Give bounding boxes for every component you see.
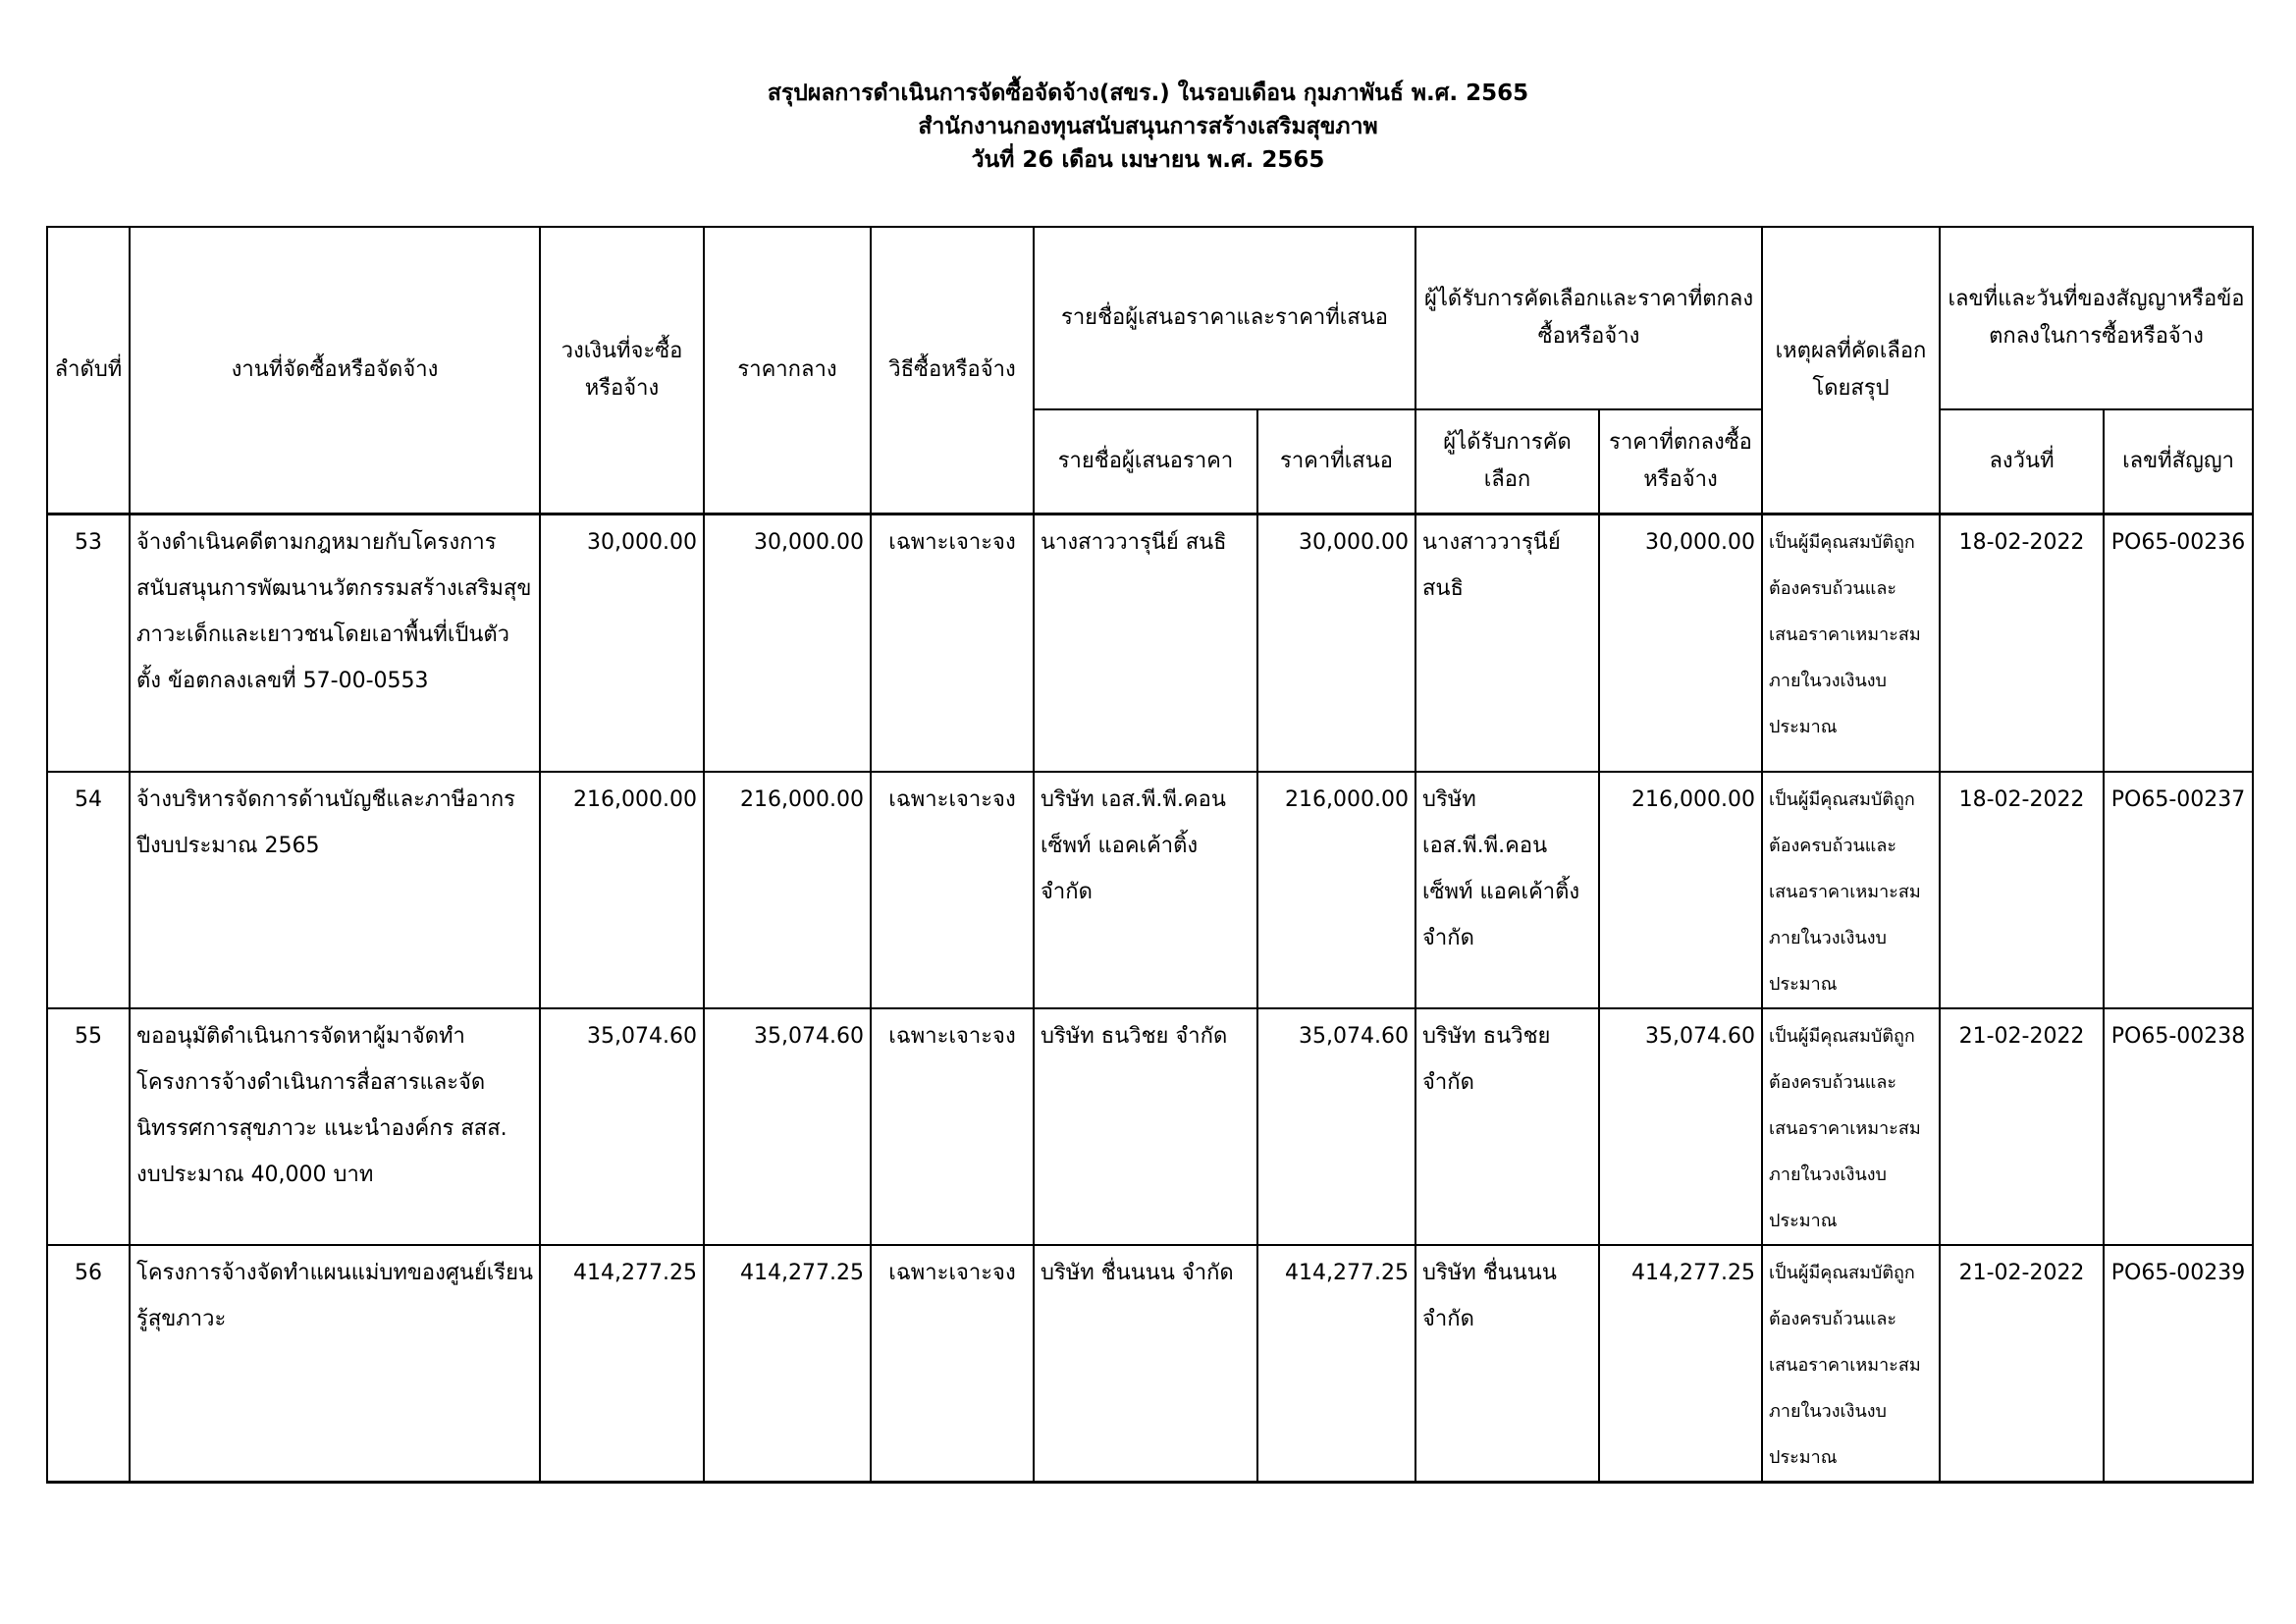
table-row <box>47 1008 2253 1245</box>
cell-reason: เป็นผู้มีคุณสมบัติถูกต้องครบถ้วนและเสนอราคาเหมาะสมภายในวงเงินงบประมาณ <box>1762 1008 1940 1245</box>
cell-bidder-name: บริษัท เอส.พี.พี.คอนเซ็พท์ แอคเค้าติ้ง จำกัด <box>1034 772 1257 1008</box>
col-header-contract-no: เลขที่สัญญา <box>2104 409 2253 514</box>
col-header-method: วิธีซื้อหรือจ้าง <box>871 227 1034 514</box>
cell-agreed-price: 30,000.00 <box>1599 514 1762 772</box>
col-header-bidder-name: รายชื่อผู้เสนอราคา <box>1034 409 1257 514</box>
cell-bid-price: 30,000.00 <box>1257 514 1415 772</box>
col-header-bidders-group: รายชื่อผู้เสนอราคาและราคาที่เสนอ <box>1034 227 1415 409</box>
col-header-agreed-price: ราคาที่ตกลงซื้อหรือจ้าง <box>1599 409 1762 514</box>
cell-bid-price: 35,074.60 <box>1257 1008 1415 1245</box>
cell-selected-name: นางสาววารุนีย์ สนธิ <box>1415 514 1599 772</box>
table-row <box>47 772 2253 1008</box>
cell-seq: 53 <box>47 514 130 772</box>
cell-seq: 56 <box>47 1245 130 1483</box>
col-header-selected-group: ผู้ได้รับการคัดเลือกและราคาที่ตกลงซื้อหรือจ้าง <box>1415 227 1762 409</box>
cell-method: เฉพาะเจาะจง <box>871 1245 1034 1483</box>
cell-selected-name: บริษัท ธนวิชย จำกัด <box>1415 1008 1599 1245</box>
cell-budget: 30,000.00 <box>540 514 704 772</box>
cell-bidder-name: บริษัท ชื่นนนน จำกัด <box>1034 1245 1257 1483</box>
cell-bid-price: 414,277.25 <box>1257 1245 1415 1483</box>
cell-agreed-price: 35,074.60 <box>1599 1008 1762 1245</box>
col-header-reason: เหตุผลที่คัดเลือกโดยสรุป <box>1762 227 1940 514</box>
report-date: วันที่ 26 เดือน เมษายน พ.ศ. 2565 <box>971 147 1325 173</box>
col-header-median: ราคากลาง <box>704 227 871 514</box>
cell-method: เฉพาะเจาะจง <box>871 772 1034 1008</box>
cell-median: 30,000.00 <box>704 514 871 772</box>
cell-date: 18-02-2022 <box>1940 772 2104 1008</box>
col-header-seq: ลำดับที่ <box>47 227 130 514</box>
col-header-selected-name: ผู้ได้รับการคัดเลือก <box>1415 409 1599 514</box>
cell-contract-no: PO65-00239 <box>2104 1245 2253 1483</box>
col-header-date: ลงวันที่ <box>1940 409 2104 514</box>
cell-work: จ้างดำเนินคดีตามกฎหมายกับโครงการสนับสนุนการพัฒนานวัตกรรมสร้างเสริมสุขภาวะเด็กและเยาวชนโดยเอาพื้นที่เป็นตัวตั้ง ข้อตกลงเลขที่ 57-00-0553 <box>130 514 540 772</box>
cell-contract-no: PO65-00236 <box>2104 514 2253 772</box>
report-header <box>0 77 2296 177</box>
cell-reason: เป็นผู้มีคุณสมบัติถูกต้องครบถ้วนและเสนอราคาเหมาะสมภายในวงเงินงบประมาณ <box>1762 1245 1940 1483</box>
cell-bid-price: 216,000.00 <box>1257 772 1415 1008</box>
cell-date: 18-02-2022 <box>1940 514 2104 772</box>
cell-method: เฉพาะเจาะจง <box>871 1008 1034 1245</box>
cell-date: 21-02-2022 <box>1940 1245 2104 1483</box>
cell-work: จ้างบริหารจัดการด้านบัญชีและภาษีอากร ปีงบประมาณ 2565 <box>130 772 540 1008</box>
cell-date: 21-02-2022 <box>1940 1008 2104 1245</box>
cell-seq: 55 <box>47 1008 130 1245</box>
cell-agreed-price: 414,277.25 <box>1599 1245 1762 1483</box>
col-header-contract-group: เลขที่และวันที่ของสัญญาหรือข้อตกลงในการซื้อหรือจ้าง <box>1940 227 2253 409</box>
report-title: สรุปผลการดำเนินการจัดซื้อจัดจ้าง(สขร.) ในรอบเดือน กุมภาพันธ์ พ.ศ. 2565 <box>767 81 1529 106</box>
cell-bidder-name: บริษัท ธนวิชย จำกัด <box>1034 1008 1257 1245</box>
cell-reason: เป็นผู้มีคุณสมบัติถูกต้องครบถ้วนและเสนอราคาเหมาะสมภายในวงเงินงบประมาณ <box>1762 772 1940 1008</box>
cell-bidder-name: นางสาววารุนีย์ สนธิ <box>1034 514 1257 772</box>
cell-budget: 216,000.00 <box>540 772 704 1008</box>
cell-median: 216,000.00 <box>704 772 871 1008</box>
procurement-table <box>46 226 2254 1484</box>
cell-selected-name: บริษัท ชื่นนนน จำกัด <box>1415 1245 1599 1483</box>
cell-work: โครงการจ้างจัดทำแผนแม่บทของศูนย์เรียนรู้สุขภาวะ <box>130 1245 540 1483</box>
cell-median: 35,074.60 <box>704 1008 871 1245</box>
cell-selected-name: บริษัท เอส.พี.พี.คอนเซ็พท์ แอคเค้าติ้ง จำกัด <box>1415 772 1599 1008</box>
cell-seq: 54 <box>47 772 130 1008</box>
table-row <box>47 514 2253 772</box>
agency-name: สำนักงานกองทุนสนับสนุนการสร้างเสริมสุขภาพ <box>918 114 1378 139</box>
cell-agreed-price: 216,000.00 <box>1599 772 1762 1008</box>
table-row <box>47 1245 2253 1483</box>
cell-contract-no: PO65-00237 <box>2104 772 2253 1008</box>
cell-median: 414,277.25 <box>704 1245 871 1483</box>
cell-contract-no: PO65-00238 <box>2104 1008 2253 1245</box>
cell-reason: เป็นผู้มีคุณสมบัติถูกต้องครบถ้วนและเสนอราคาเหมาะสมภายในวงเงินงบประมาณ <box>1762 514 1940 772</box>
cell-method: เฉพาะเจาะจง <box>871 514 1034 772</box>
cell-budget: 35,074.60 <box>540 1008 704 1245</box>
col-header-work: งานที่จัดซื้อหรือจัดจ้าง <box>130 227 540 514</box>
cell-work: ขออนุมัติดำเนินการจัดหาผู้มาจัดทำโครงการจ้างดำเนินการสื่อสารและจัดนิทรรศการสุขภาวะ แนะนำองค์กร สสส. งบประมาณ 40,000 บาท <box>130 1008 540 1245</box>
col-header-budget: วงเงินที่จะซื้อหรือจ้าง <box>540 227 704 514</box>
cell-budget: 414,277.25 <box>540 1245 704 1483</box>
col-header-bid-price: ราคาที่เสนอ <box>1257 409 1415 514</box>
